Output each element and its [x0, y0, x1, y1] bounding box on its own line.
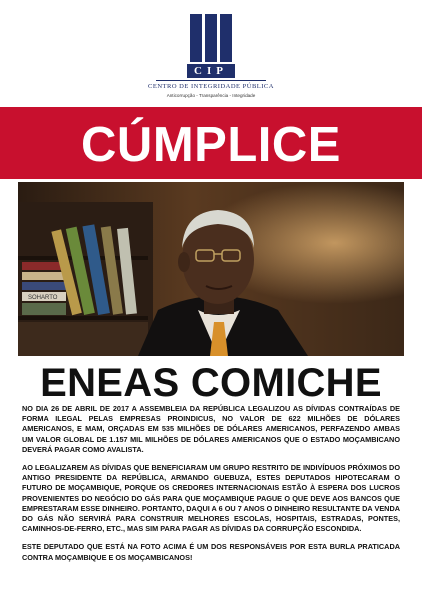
logo-divider: [156, 80, 266, 81]
poster-title: CÚMPLICE: [81, 118, 341, 172]
paragraph-1: NO DIA 26 DE ABRIL DE 2017 A ASSEMBLEIA DA REPÚBLICA LEGALIZOU AS DÍVIDAS CONTRAÍDAS DE FORMA ILEGAL PELAS EMPRESAS PROINDICUS, NO VALOR DE 622 MILHÕES DE DÓLARES AMERICANOS, E MAM, ORÇADAS EM 535 MILHÕES DE DÓLARES AMERICANOS, PERFAZENDO AMBAS UM VALOR GLOBAL DE 1.157 MIL MILHÕES DE DÓLARES AMERICANOS QUE O ESTADO MOÇAMBICANO DEVERÁ PAGAR COMO AVALISTA.: [22, 404, 400, 454]
org-name: CENTRO DE INTEGRIDADE PÚBLICA: [148, 83, 274, 90]
portrait-photo: [18, 182, 404, 356]
org-tagline: Anticorrupção - Transparência - Integridade: [166, 93, 256, 98]
book-label: SOHARTO: [28, 295, 58, 301]
article-body: [22, 404, 400, 571]
portrait-illustration: [18, 182, 404, 356]
person-name: ENEAS COMICHE: [40, 361, 382, 405]
paragraph-3: ESTE DEPUTADO QUE ESTÁ NA FOTO ACIMA É UM DOS RESPONSÁVEIS POR ESTA BURLA PRATICADA CONTRA MOÇAMBIQUE E OS MOÇAMBICANOS!: [22, 542, 400, 562]
cip-logo-letters: CIP: [187, 64, 235, 78]
cip-logo: [0, 14, 422, 98]
title-banner: [0, 107, 422, 179]
paragraph-2: AO LEGALIZAREM AS DÍVIDAS QUE BENEFICIARAM UM GRUPO RESTRITO DE INDIVÍDUOS PRÓXIMOS DO ANTIGO PRESIDENTE DA REPÚBLICA, ARMANDO GUEBUZA, ESTES DEPUTADOS HIPOTECARAM O FUTURO DE MOÇAMBIQUE, PORQUE OS CREDORES INTERNACIONAIS ESTÃO À ESPERA DOS LUCROS PROVENIENTES DO NEGÓCIO DO GÁS PARA QUE MOÇAMBIQUE PAGUE O QUE DEVE AOS BANCOS QUE EMPRESTARAM ESSE DINHEIRO. PORTANTO, DAQUI A 6 OU 7 ANOS O DINHEIRO RESULTANTE DA VENDA DO GÁS NÃO SERVIRÁ PARA CONSTRUIR MELHORES ESCOLAS, HOSPITAIS, ESTRADAS, PONTES, CAMINHOS-DE-FERRO, ETC., MAS SIM PARA PAGAR AS DÍVIDAS DA CORRUPÇÃO ESCONDIDA.: [22, 463, 400, 534]
cip-logo-bars-icon: [189, 14, 233, 62]
